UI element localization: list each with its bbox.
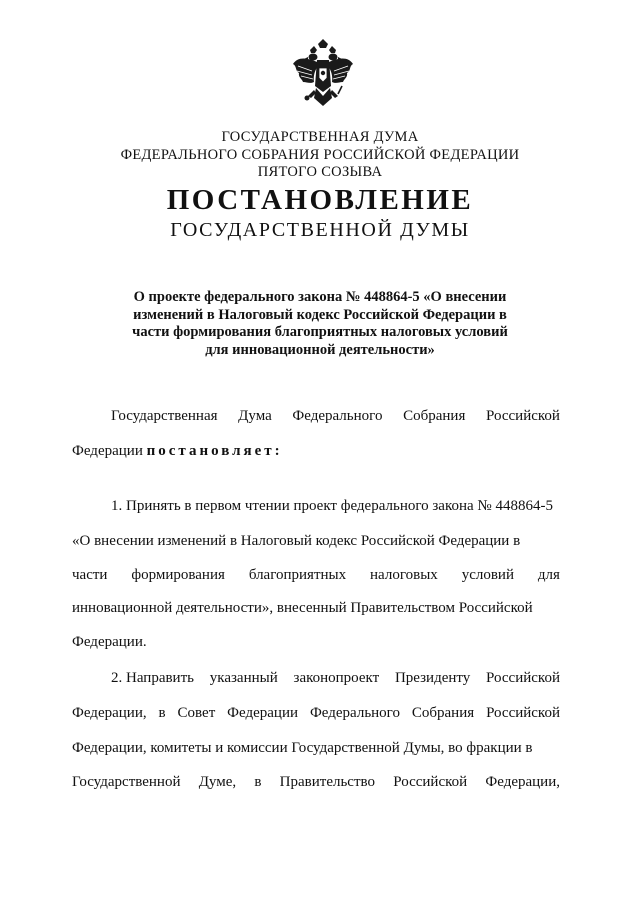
para2-line bbox=[72, 772, 560, 792]
bill-title-line: для инновационной деятельности» bbox=[205, 341, 435, 358]
para2-line bbox=[111, 668, 560, 688]
word: условий bbox=[461, 567, 514, 583]
word: Собрания bbox=[403, 408, 466, 424]
header-convocation: ПЯТОГО СОЗЫВА bbox=[257, 164, 383, 180]
document-subtitle: ГОСУДАРСТВЕННОЙ ДУМЫ bbox=[170, 219, 470, 241]
word: Федерального bbox=[309, 705, 400, 721]
word: Федерации, bbox=[72, 705, 147, 721]
para1-line: «О внесении изменений в Налоговый кодекс Российской Федерации в bbox=[72, 533, 521, 549]
para2-line bbox=[72, 703, 560, 723]
word: Федерации bbox=[227, 705, 299, 721]
double-headed-eagle-icon bbox=[290, 38, 356, 112]
word: Государственная bbox=[111, 408, 218, 424]
para1-line: инновационной деятельности», внесенный Правительством Российской bbox=[72, 600, 533, 616]
word: Российской bbox=[486, 408, 560, 424]
word: Российской bbox=[393, 774, 468, 790]
word: Президенту bbox=[394, 670, 471, 686]
bill-title-line: изменений в Налоговый кодекс Российской Федерации в bbox=[133, 306, 507, 323]
word: Думе, bbox=[198, 774, 237, 790]
word: 2. Направить bbox=[111, 670, 194, 686]
word: Федерации bbox=[72, 443, 147, 459]
word: Дума bbox=[238, 408, 272, 424]
word: в bbox=[158, 705, 166, 721]
header-federal-assembly: ФЕДЕРАЛЬНОГО СОБРАНИЯ РОССИЙСКОЙ ФЕДЕРАЦИИ bbox=[120, 147, 520, 163]
para2-line: Федерации, комитеты и комиссии Государственной Думы, во фракции в bbox=[72, 740, 533, 756]
word: законопроект bbox=[293, 670, 380, 686]
bill-title-line: части формирования благоприятных налоговых условий bbox=[132, 324, 508, 340]
preamble-line bbox=[111, 406, 560, 426]
word: формирования bbox=[131, 567, 225, 583]
para1-line: Федерации. bbox=[72, 634, 147, 650]
resolves-word: постановляет: bbox=[146, 443, 283, 459]
word: Федерации, bbox=[485, 774, 560, 790]
word: Российской bbox=[486, 705, 560, 721]
word: части bbox=[72, 567, 108, 583]
word: налоговых bbox=[370, 567, 438, 583]
word: указанный bbox=[209, 670, 278, 686]
para1-line: 1. Принять в первом чтении проект федерального закона № 448864-5 bbox=[111, 498, 553, 514]
word: Правительство bbox=[279, 774, 376, 790]
word: Федерального bbox=[292, 408, 383, 424]
word: Собрания bbox=[411, 705, 475, 721]
bill-title bbox=[100, 289, 540, 359]
para1-line bbox=[72, 565, 560, 585]
preamble-line bbox=[72, 441, 560, 461]
document-title: ПОСТАНОВЛЕНИЕ bbox=[166, 184, 474, 216]
word: для bbox=[537, 567, 560, 583]
word: благоприятных bbox=[248, 567, 347, 583]
word: Российской bbox=[486, 670, 560, 686]
header-duma: ГОСУДАРСТВЕННАЯ ДУМА bbox=[221, 129, 419, 145]
word: Государственной bbox=[72, 774, 181, 790]
word: Совет bbox=[177, 705, 216, 721]
bill-title-line: О проекте федерального закона № 448864-5 «О внесении bbox=[133, 289, 507, 305]
word: в bbox=[254, 774, 262, 790]
